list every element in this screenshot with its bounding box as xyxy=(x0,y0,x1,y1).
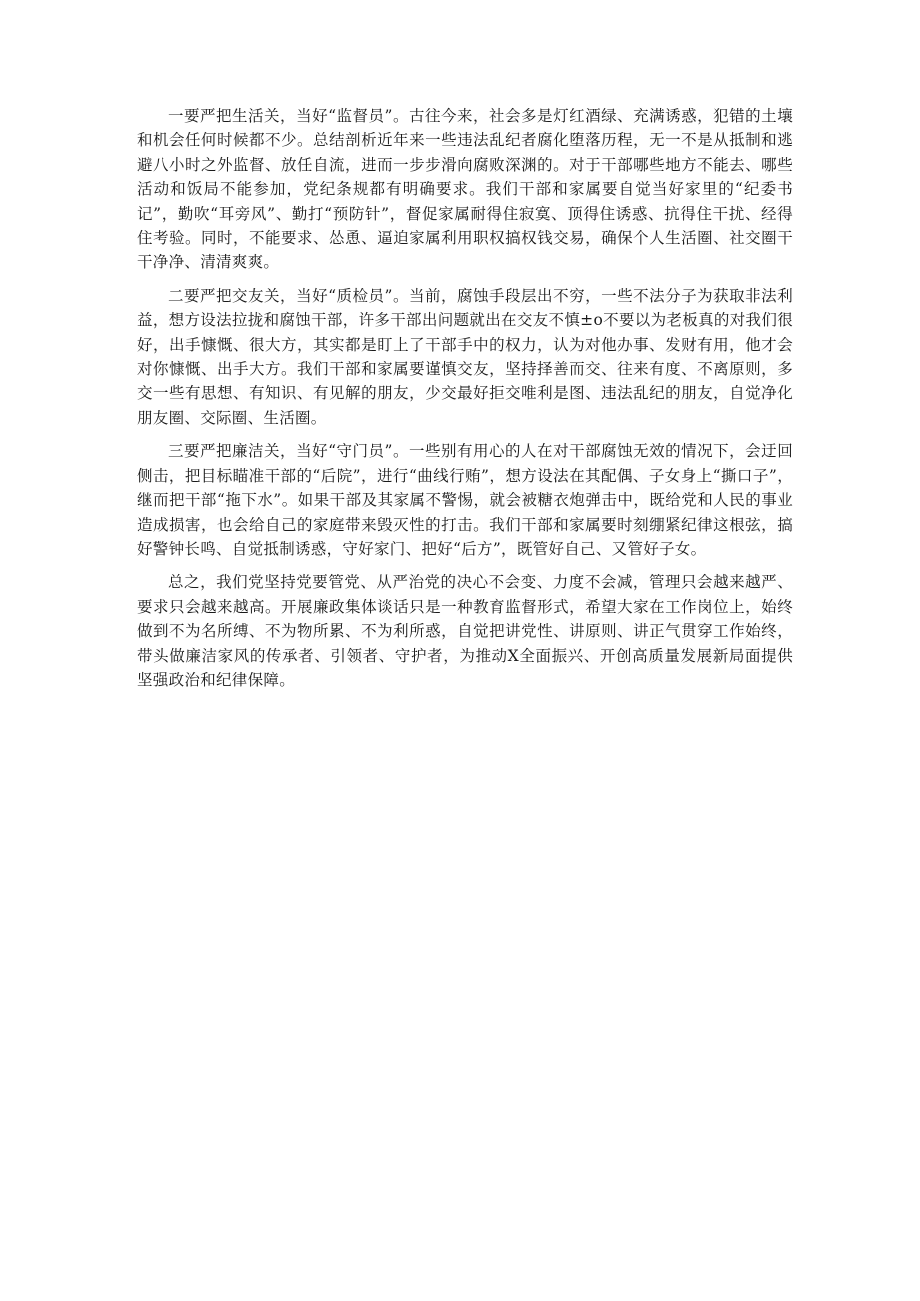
paragraph-integrity-discipline: 三要严把廉洁关，当好“守门员”。一些别有用心的人在对干部腐蚀无效的情况下，会迂回侧击，把目标瞄准干部的“后院”，进行“曲线行贿”，想方设法在其配偶、子女身上“撕口子”，继而把干部“拖下水”。如果干部及其家属不警惕，就会被糖衣炮弹击中，既给党和人民的事业造成损害，也会给自己的家庭带来毁灭性的打击。我们干部和家属要时刻绷紧纪律这根弦，搞好警钟长鸣、自觉抵制诱惑，守好家门、把好“后方”，既管好自己、又管好子女。 xyxy=(137,442,793,558)
paragraph-life-discipline: 一要严把生活关，当好“监督员”。古往今来，社会多是灯红酒绿、充满诱惑，犯错的土壤和机会任何时候都不少。总结剖析近年来一些违法乱纪者腐化堕落历程，无一不是从抵制和逃避八小时之外监督、放任自流，进而一步步滑向腐败深渊的。对于干部哪些地方不能去、哪些活动和饭局不能参加，党纪条规都有明确要求。我们干部和家属要自觉当好家里的“纪委书记”，勤吹“耳旁风”、勤打“预防针”，督促家属耐得住寂寞、顶得住诱惑、抗得住干扰、经得住考验。同时，不能要求、怂恿、逼迫家属利用职权搞权钱交易，确保个人生活圈、社交圈干干净净、清清爽爽。 xyxy=(137,107,793,272)
paragraph-conclusion: 总之，我们党坚持党要管党、从严治党的决心不会变、力度不会减，管理只会越来越严、要求只会越来越高。开展廉政集体谈话只是一种教育监督形式，希望大家在工作岗位上，始终做到不为名所缚、不为物所累、不为利所惑，自觉把讲党性、讲原则、讲正气贯穿工作始终，带头做廉洁家风的传承者、引领者、守护者，为推动X全面振兴、开创高质量发展新局面提供坚强政治和纪律保障。 xyxy=(137,573,793,689)
paragraph-friendship-discipline: 二要严把交友关，当好“质检员”。当前，腐蚀手段层出不穷，一些不法分子为获取非法利益，想方设法拉拢和腐蚀干部，许多干部出问题就出在交友不慎±o不要以为老板真的对我们很好，出手慷慨、很大方，其实都是盯上了干部手中的权力，认为对他办事、发财有用，他才会对你慷慨、出手大方。我们干部和家属要谨慎交友，坚持择善而交、往来有度、不离原则，多交一些有思想、有知识、有见解的朋友，少交最好拒交唯利是图、违法乱纪的朋友，自觉净化朋友圈、交际圈、生活圈。 xyxy=(137,286,793,427)
document-body xyxy=(137,104,793,701)
